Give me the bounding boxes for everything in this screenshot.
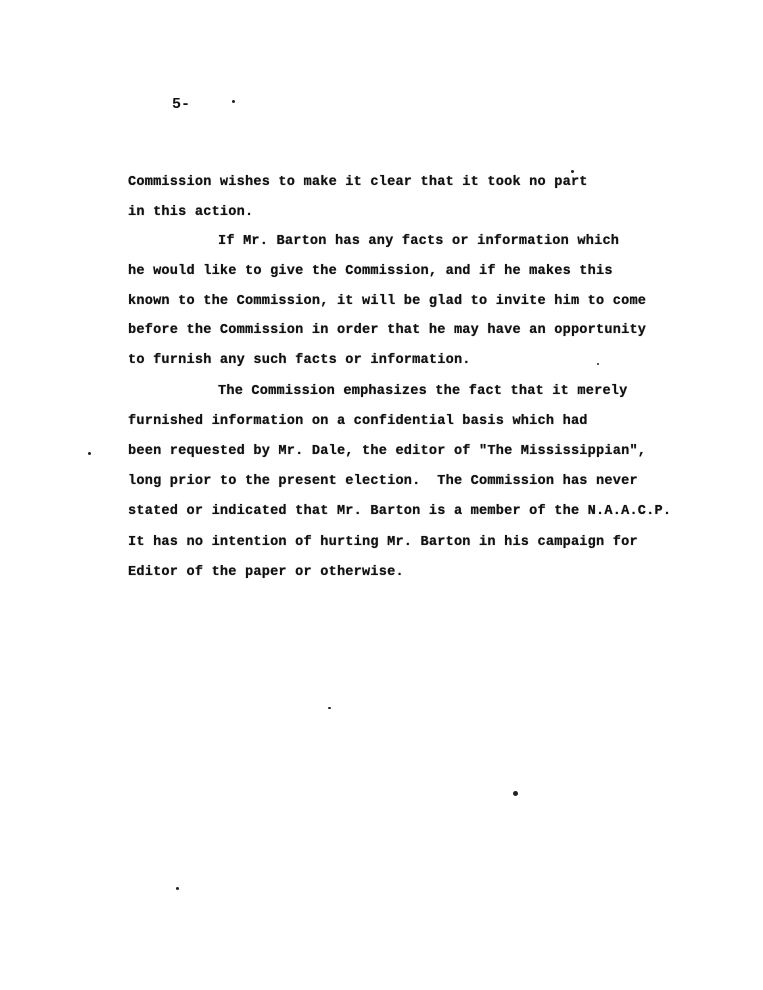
text-line: stated or indicated that Mr. Barton is a member of the N.A.A.C.P. [128, 504, 672, 519]
text-line: before the Commission in order that he may have an opportunity [128, 323, 647, 338]
text-line: It has no intention of hurting Mr. Barton in his campaign for [128, 535, 638, 550]
text-line: furnished information on a confidential basis which had [128, 414, 588, 429]
scan-speck [88, 452, 91, 455]
text-line: The Commission emphasizes the fact that it merely [218, 384, 628, 399]
scan-speck [597, 363, 599, 365]
text-line: in this action. [128, 205, 254, 220]
text-line: If Mr. Barton has any facts or information which [218, 234, 620, 249]
page-number: 5- [172, 96, 191, 113]
text-line: Commission wishes to make it clear that it took no part [128, 175, 588, 190]
text-line: he would like to give the Commission, and if he makes this [128, 264, 613, 279]
scan-speck [328, 707, 331, 709]
scan-speck [571, 170, 574, 173]
scan-speck [176, 887, 179, 890]
text-line: Editor of the paper or otherwise. [128, 565, 404, 580]
text-line: been requested by Mr. Dale, the editor of "The Mississippian", [128, 444, 647, 459]
scan-speck [232, 100, 235, 103]
text-line: to furnish any such facts or information. [128, 353, 471, 368]
text-line: long prior to the present election. The Commission has never [128, 474, 638, 489]
scan-speck [513, 791, 518, 796]
text-line: known to the Commission, it will be glad to invite him to come [128, 294, 647, 309]
